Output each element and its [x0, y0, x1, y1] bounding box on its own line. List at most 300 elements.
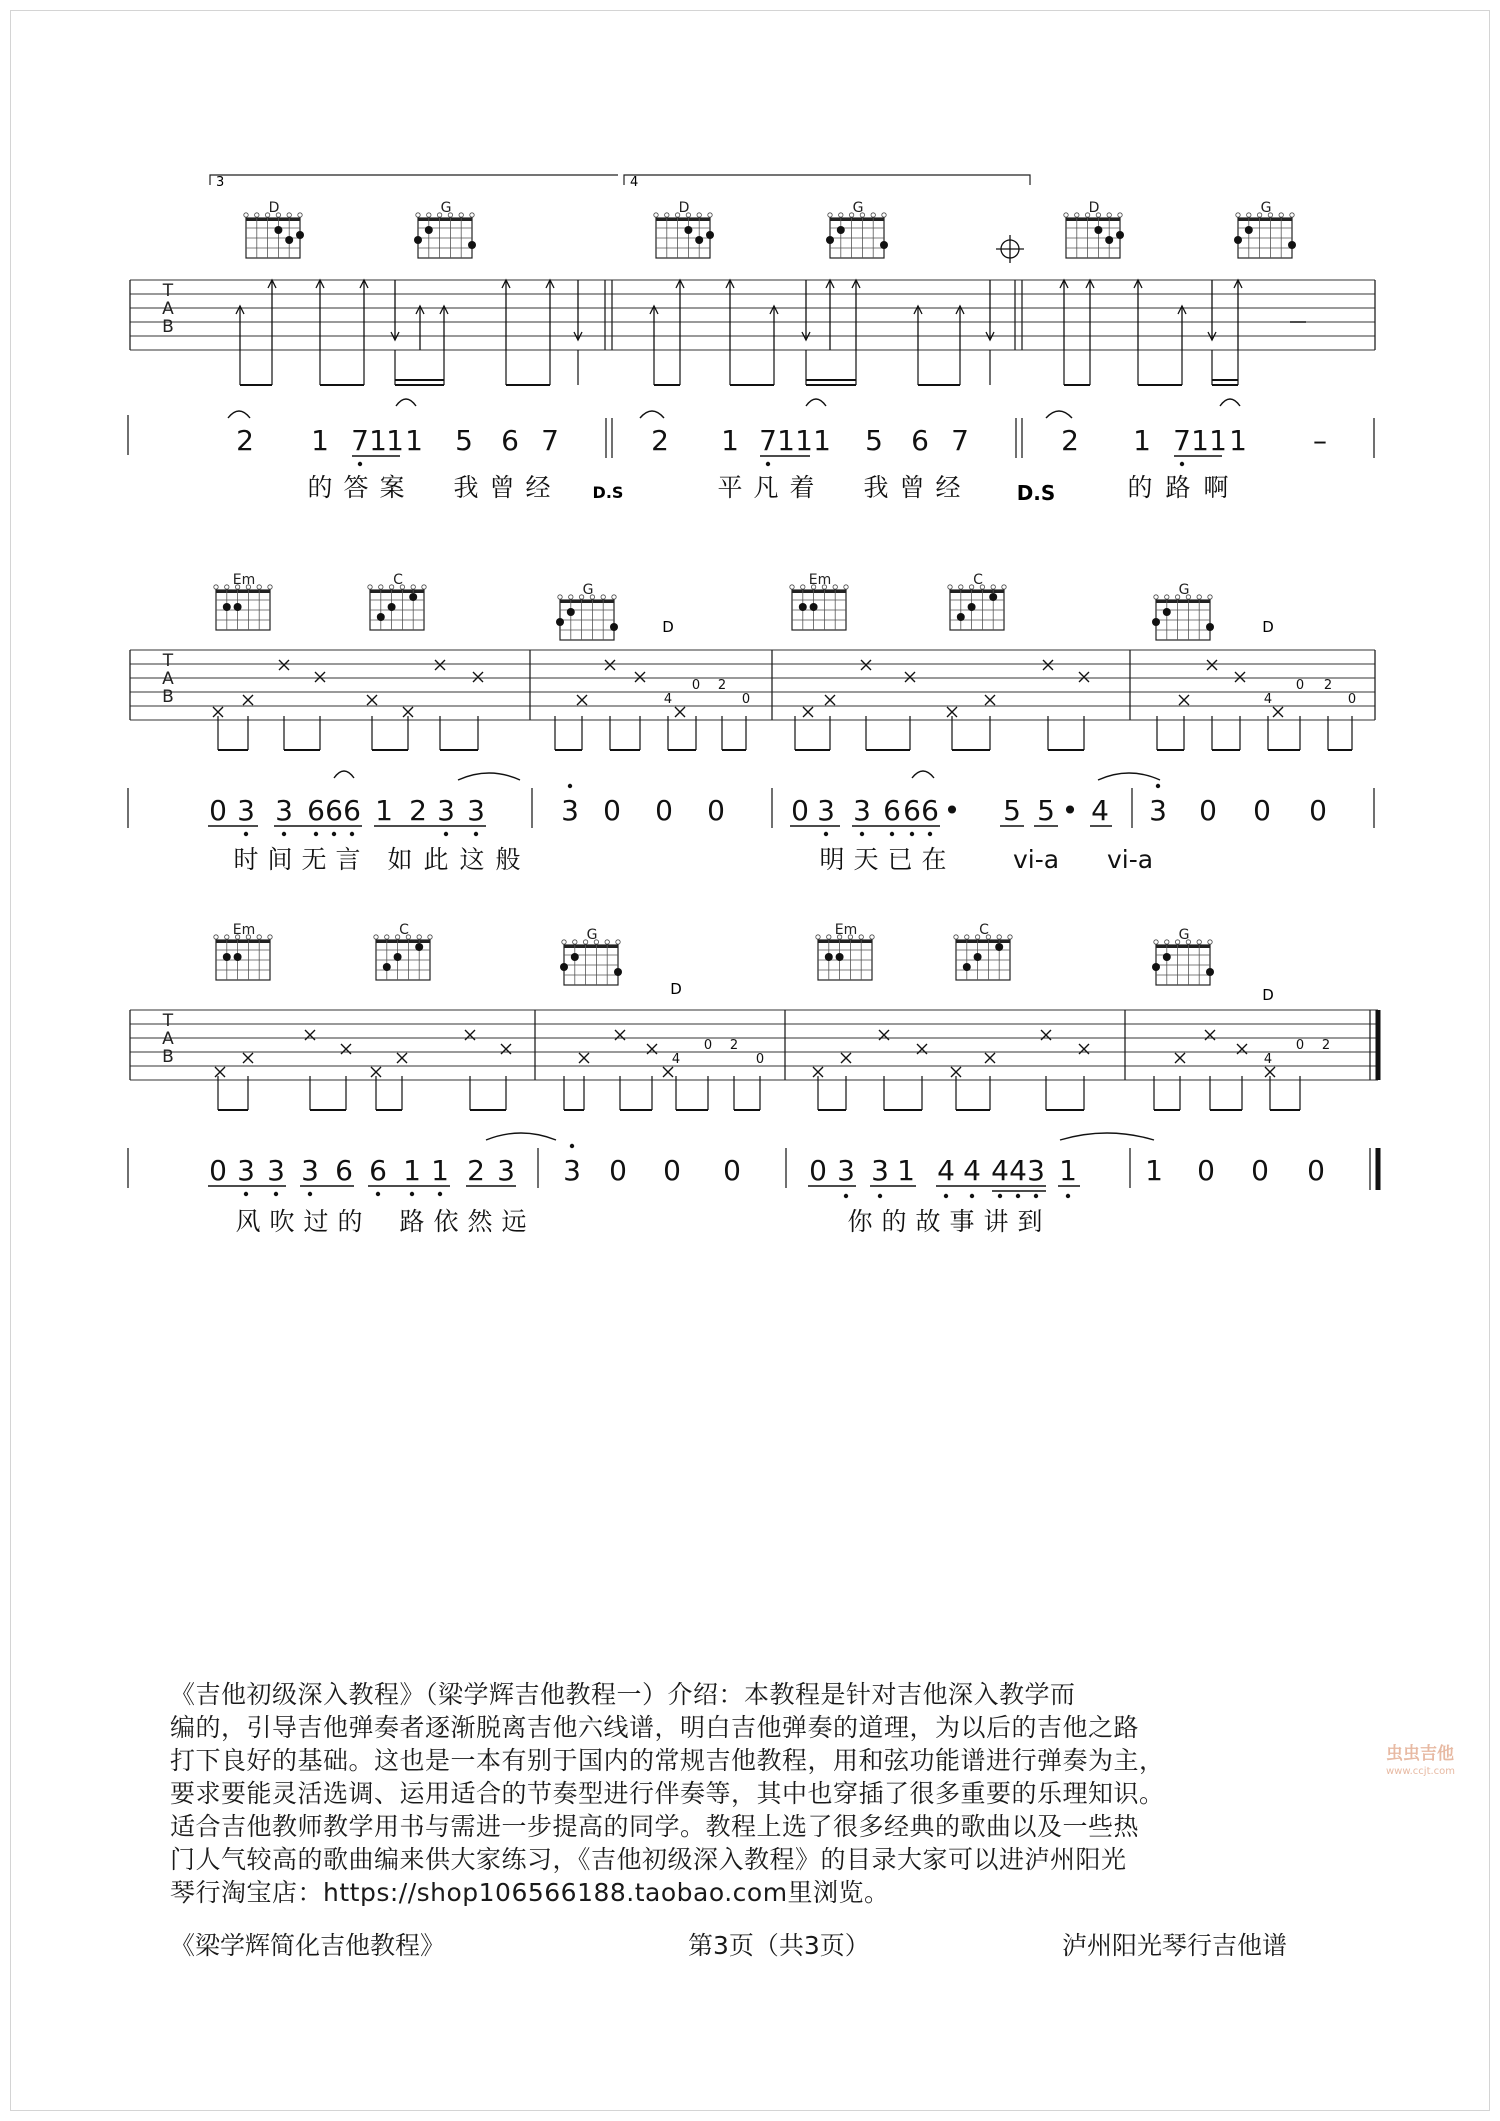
open-string-mark — [959, 585, 963, 589]
jianpu-note: 6 — [325, 794, 343, 827]
chord-dot — [409, 593, 417, 601]
jianpu-note: 5 — [1003, 794, 1021, 827]
open-string-mark — [374, 935, 378, 939]
strum-x-mark — [985, 695, 995, 705]
chord-dot — [556, 618, 564, 626]
strum-x-mark — [1079, 672, 1089, 682]
chord-dot — [377, 613, 385, 621]
jianpu-note: 1 — [375, 794, 393, 827]
jianpu-note: 1 — [777, 424, 795, 457]
jianpu-octave-dot — [308, 1192, 312, 1196]
open-string-mark — [379, 585, 383, 589]
jianpu-tie — [1060, 1133, 1154, 1140]
jianpu-note: 4 — [1091, 794, 1109, 827]
strum-x-mark — [951, 1067, 961, 1077]
jianpu-note: 7 — [351, 424, 369, 457]
jianpu-tie — [396, 399, 416, 406]
jianpu-octave-dot — [860, 832, 864, 836]
jianpu-note: 4 — [991, 1154, 1009, 1187]
jianpu-note: 0 — [1309, 794, 1327, 827]
chord-name: Em — [808, 572, 832, 588]
chord-dot — [296, 231, 304, 239]
chord-name: G — [1178, 582, 1190, 598]
jianpu-tie — [806, 399, 826, 406]
strum-x-mark — [803, 707, 813, 717]
tab-clef-letter: B — [162, 1047, 174, 1067]
jianpu-note: 2 — [236, 424, 254, 457]
jianpu-note: 1 — [1229, 424, 1247, 457]
lyric-syllable: 讲 — [983, 1207, 1009, 1236]
jianpu-octave-dot — [824, 832, 828, 836]
jianpu-octave-dot — [438, 1192, 442, 1196]
open-string-mark — [428, 935, 432, 939]
jianpu-octave-dot — [998, 1194, 1002, 1198]
jianpu-tie — [1046, 411, 1072, 418]
jianpu-note: 3 — [561, 794, 579, 827]
open-string-mark — [255, 213, 259, 217]
open-string-mark — [422, 585, 426, 589]
lyric-syllable: 依 — [433, 1207, 459, 1236]
lyric-syllable: 此 — [423, 845, 449, 874]
intro-line: 琴行淘宝店：https://shop106566188.taobao.com里浏览。 — [170, 1878, 890, 1907]
lyric-syllable: 到 — [1017, 1207, 1043, 1236]
lyric-syllable: 事 — [949, 1207, 975, 1236]
jianpu-octave-dot — [244, 1192, 248, 1196]
open-string-mark — [385, 935, 389, 939]
strum-x-mark — [473, 672, 483, 682]
lyric-syllable: vi-a — [1106, 845, 1154, 874]
chord-name: Em — [834, 922, 858, 938]
open-string-mark — [569, 595, 573, 599]
chord-name: G — [440, 200, 452, 216]
open-string-mark — [605, 940, 609, 944]
chord-dot — [567, 608, 575, 616]
jianpu-note: 3 — [1149, 794, 1167, 827]
tab-fret-number: 4 — [1263, 692, 1273, 707]
chord-dot — [1206, 968, 1214, 976]
strum-x-mark — [605, 660, 615, 670]
jianpu-note: 3 — [267, 1154, 285, 1187]
chord-dot — [810, 603, 818, 611]
jianpu-note: 6 — [903, 794, 921, 827]
open-string-mark — [1118, 213, 1122, 217]
lyric-syllable: 的 — [307, 473, 333, 502]
strum-x-mark — [825, 695, 835, 705]
open-string-mark — [859, 935, 863, 939]
jianpu-note: 2 — [1061, 424, 1079, 457]
chord-dot — [1163, 608, 1171, 616]
jianpu-octave-dot — [844, 1194, 848, 1198]
chord-dot — [957, 613, 965, 621]
open-string-mark — [1197, 595, 1201, 599]
chord-name: D — [1088, 200, 1100, 216]
open-string-mark — [1107, 213, 1111, 217]
jianpu-note: 3 — [837, 1154, 855, 1187]
chord-name: C — [979, 922, 989, 938]
chord-dot — [610, 623, 618, 631]
lyric-syllable: 吹 — [269, 1207, 295, 1236]
strum-x-mark — [1235, 672, 1245, 682]
jianpu-note: 3 — [437, 794, 455, 827]
jianpu-tie — [640, 411, 664, 418]
jianpu-note: 6 — [369, 1154, 387, 1187]
jianpu-note: 1 — [369, 424, 387, 457]
strum-x-mark — [813, 1067, 823, 1077]
open-string-mark — [1290, 213, 1294, 217]
jianpu-note: 6 — [883, 794, 901, 827]
lyric-syllable: 然 — [467, 1207, 493, 1236]
open-string-mark — [697, 213, 701, 217]
lyric-syllable: vi-a — [1012, 845, 1060, 874]
tutorial-introduction — [170, 1678, 1370, 1909]
jianpu-note: 3 — [275, 794, 293, 827]
chord-name: C — [393, 572, 403, 588]
lyric-syllable: 曾 — [489, 473, 515, 502]
jianpu-note: • — [1061, 794, 1079, 827]
chord-dot — [425, 226, 433, 234]
jianpu-note: 0 — [707, 794, 725, 827]
chord-dot — [394, 953, 402, 961]
tab-fret-number: 0 — [1295, 678, 1305, 693]
chord-dot — [989, 593, 997, 601]
chord-name: G — [582, 582, 594, 598]
open-string-mark — [416, 213, 420, 217]
jianpu-octave-dot — [274, 1192, 278, 1196]
chord-name: D — [678, 200, 690, 216]
jianpu-tie — [912, 771, 934, 778]
jianpu-note: 6 — [911, 424, 929, 457]
footer-page-number: 第3页（共3页） — [688, 1931, 870, 1960]
strum-x-mark — [1207, 660, 1217, 670]
chord-name: D — [662, 618, 674, 636]
strum-x-mark — [577, 695, 587, 705]
strum-x-mark — [841, 1053, 851, 1063]
jianpu-note: 6 — [501, 424, 519, 457]
tab-clef-letter: A — [162, 299, 174, 319]
jianpu-octave-dot — [314, 832, 318, 836]
jianpu-octave-dot — [928, 832, 932, 836]
open-string-mark — [368, 585, 372, 589]
footer-publisher: 泸州阳光琴行吉他谱 — [1062, 1931, 1288, 1960]
jianpu-note: 1 — [1209, 424, 1227, 457]
lyric-syllable: 间 — [267, 845, 293, 874]
tab-fret-number: 0 — [1295, 1038, 1305, 1053]
open-string-mark — [1247, 213, 1251, 217]
chord-dot — [837, 226, 845, 234]
jianpu-octave-dot — [910, 832, 914, 836]
lyric-syllable: 般 — [495, 845, 521, 874]
chord-dot — [880, 241, 888, 249]
lyric-syllable: 故 — [915, 1207, 941, 1236]
watermark-url: www.ccjt.com — [1386, 1766, 1456, 1777]
open-string-mark — [287, 213, 291, 217]
chord-dot — [825, 953, 833, 961]
chord-dot — [963, 963, 971, 971]
lyric-syllable: 平 — [717, 473, 743, 502]
open-string-mark — [827, 935, 831, 939]
jianpu-note: 1 — [405, 424, 423, 457]
chord-dot — [414, 236, 422, 244]
chord-name: G — [1260, 200, 1272, 216]
jianpu-note: 2 — [651, 424, 669, 457]
tab-clef-letter: T — [162, 1011, 174, 1031]
jianpu-note: 2 — [409, 794, 427, 827]
tab-fret-number: 0 — [1347, 692, 1357, 707]
jianpu-tie — [334, 771, 354, 778]
intro-line: 门人气较高的歌曲编来供大家练习，《吉他初级深入教程》的目录大家可以进泸州阳光 — [170, 1845, 1127, 1874]
tab-fret-number: 2 — [717, 678, 727, 693]
open-string-mark — [790, 585, 794, 589]
open-string-mark — [601, 595, 605, 599]
chord-dot — [614, 968, 622, 976]
open-string-mark — [573, 940, 577, 944]
strum-x-mark — [435, 660, 445, 670]
chord-dot — [388, 603, 396, 611]
jianpu-octave-dot — [244, 832, 248, 836]
jianpu-note: 7 — [1173, 424, 1191, 457]
chord-dot — [968, 603, 976, 611]
jianpu-octave-dot — [1156, 784, 1160, 788]
tab-fret-number: 4 — [663, 692, 673, 707]
watermark-logo — [1386, 1745, 1455, 1781]
chord-name: D — [268, 200, 280, 216]
chord-dot — [1105, 236, 1113, 244]
chord-dot — [383, 963, 391, 971]
open-string-mark — [882, 213, 886, 217]
chord-name: C — [973, 572, 983, 588]
lyric-syllable: 的 — [881, 1207, 907, 1236]
jianpu-octave-dot — [1034, 1194, 1038, 1198]
tab-fret-number: 0 — [741, 692, 751, 707]
jianpu-note: 6 — [343, 794, 361, 827]
jianpu-octave-dot — [570, 1144, 574, 1148]
open-string-mark — [1165, 595, 1169, 599]
open-string-mark — [997, 935, 1001, 939]
lyric-syllable: 已 — [887, 845, 913, 874]
jianpu-note: 1 — [431, 1154, 449, 1187]
chord-dot — [571, 953, 579, 961]
jianpu-note: 6 — [921, 794, 939, 827]
jianpu-octave-dot — [1066, 1194, 1070, 1198]
tab-fret-number: 4 — [1263, 1052, 1273, 1067]
open-string-mark — [298, 213, 302, 217]
jianpu-note: 3 — [563, 1154, 581, 1187]
intro-line: 要求要能灵活选调、运用适合的节奏型进行伴奏等，其中也穿插了很多重要的乐理知识。 — [170, 1779, 1165, 1808]
lyric-syllable: 如 — [387, 845, 413, 874]
lyric-syllable: 在 — [921, 845, 947, 874]
open-string-mark — [1075, 213, 1079, 217]
chord-dot — [234, 603, 242, 611]
open-string-mark — [870, 935, 874, 939]
jianpu-note: 3 — [817, 794, 835, 827]
strum-x-mark — [1265, 1067, 1275, 1077]
strum-x-mark — [905, 672, 915, 682]
open-string-mark — [257, 585, 261, 589]
jianpu-note: 0 — [209, 1154, 227, 1187]
jianpu-octave-dot — [474, 832, 478, 836]
lyric-syllable: 过 — [303, 1207, 329, 1236]
jianpu-tie — [228, 411, 250, 418]
tab-fret-number: 2 — [729, 1038, 739, 1053]
chord-dot — [684, 226, 692, 234]
watermark-text: 虫虫吉他 — [1386, 1744, 1454, 1764]
lyric-syllable: 的 — [337, 1207, 363, 1236]
jianpu-note: • — [943, 794, 961, 827]
strum-x-mark — [279, 660, 289, 670]
chord-dot — [468, 241, 476, 249]
chord-name: D — [1262, 986, 1274, 1004]
chord-dot — [560, 963, 568, 971]
tab-clef-letter: B — [162, 317, 174, 337]
chord-dot — [1152, 963, 1160, 971]
jianpu-note: 6 — [335, 1154, 353, 1187]
strum-x-mark — [663, 1067, 673, 1077]
lyric-syllable: 无 — [301, 845, 327, 874]
jianpu-octave-dot — [1180, 462, 1184, 466]
strum-x-mark — [675, 707, 685, 717]
open-string-mark — [616, 940, 620, 944]
coda-symbol-cross — [996, 235, 1024, 263]
volta-number: 3 — [216, 175, 225, 190]
jianpu-note: 0 — [1307, 1154, 1325, 1187]
tab-clef-letter: T — [162, 281, 174, 301]
lyric-syllable: 经 — [935, 473, 961, 502]
chord-dot — [234, 953, 242, 961]
open-string-mark — [257, 935, 261, 939]
strum-x-mark — [403, 707, 413, 717]
jianpu-note: 3 — [237, 794, 255, 827]
open-string-mark — [871, 213, 875, 217]
chord-dot — [285, 236, 293, 244]
open-string-mark — [1236, 213, 1240, 217]
jianpu-note: 5 — [455, 424, 473, 457]
jianpu-note: 4 — [937, 1154, 955, 1187]
jianpu-octave-dot — [358, 462, 362, 466]
jianpu-note: 0 — [809, 1154, 827, 1187]
lyric-syllable: 时 — [233, 845, 259, 874]
jianpu-note: 1 — [1191, 424, 1209, 457]
jianpu-note: 0 — [1251, 1154, 1269, 1187]
jianpu-note: 0 — [663, 1154, 681, 1187]
jianpu-octave-dot — [350, 832, 354, 836]
strum-x-mark — [243, 695, 253, 705]
jianpu-octave-dot — [944, 1194, 948, 1198]
jianpu-octave-dot — [878, 1194, 882, 1198]
open-string-mark — [1279, 213, 1283, 217]
volta-bracket-4 — [624, 175, 1030, 185]
jianpu-octave-dot — [410, 1192, 414, 1196]
strum-x-mark — [213, 707, 223, 717]
jianpu-note: 5 — [1037, 794, 1055, 827]
lyric-syllable: 言 — [335, 845, 361, 874]
jianpu-note: 3 — [467, 794, 485, 827]
jianpu-note: 0 — [609, 1154, 627, 1187]
chord-dot — [799, 603, 807, 611]
jianpu-note: 1 — [813, 424, 831, 457]
chord-dot — [826, 236, 834, 244]
jianpu-note: 1 — [1059, 1154, 1077, 1187]
chord-name: G — [852, 200, 864, 216]
jianpu-octave-dot — [1016, 1194, 1020, 1198]
jianpu-note: 4 — [1009, 1154, 1027, 1187]
jianpu-note: 3 — [301, 1154, 319, 1187]
jianpu-note: 6 — [307, 794, 325, 827]
jianpu-note: 0 — [791, 794, 809, 827]
lyric-syllable: 这 — [459, 845, 485, 874]
jianpu-note: 0 — [655, 794, 673, 827]
chord-dot — [995, 943, 1003, 951]
tab-fret-number: 0 — [755, 1052, 765, 1067]
jianpu-note: 1 — [403, 1154, 421, 1187]
lyric-syllable: 天 — [853, 845, 879, 874]
jianpu-tie — [458, 773, 520, 780]
jianpu-note: 0 — [723, 1154, 741, 1187]
tab-fret-number: 0 — [703, 1038, 713, 1053]
chord-name: Em — [232, 572, 256, 588]
lyric-syllable: 远 — [501, 1207, 527, 1236]
lyric-syllable: 案 — [379, 473, 405, 502]
lyric-syllable: 风 — [235, 1207, 261, 1236]
jianpu-note: 0 — [1197, 1154, 1215, 1187]
lyric-syllable: 你 — [847, 1207, 873, 1236]
open-string-mark — [558, 595, 562, 599]
chord-dot — [223, 953, 231, 961]
chord-dot — [415, 943, 423, 951]
chord-dot — [223, 603, 231, 611]
open-string-mark — [417, 935, 421, 939]
strum-x-mark — [1179, 695, 1189, 705]
tab-fret-number: 2 — [1321, 1038, 1331, 1053]
open-string-mark — [665, 213, 669, 217]
chord-dot — [1288, 241, 1296, 249]
jianpu-note: 2 — [467, 1154, 485, 1187]
jianpu-note: 0 — [603, 794, 621, 827]
lyric-syllable: 经 — [525, 473, 551, 502]
jianpu-note: – — [1313, 424, 1327, 457]
jianpu-note: 1 — [795, 424, 813, 457]
intro-line: 编的，引导吉他弹奏者逐渐脱离吉他六线谱，明白吉他弹奏的道理，为以后的吉他之路 — [170, 1713, 1140, 1742]
strum-x-mark — [861, 660, 871, 670]
open-string-mark — [1154, 940, 1158, 944]
jianpu-note: 1 — [897, 1154, 915, 1187]
jianpu-note: 3 — [871, 1154, 889, 1187]
intro-line: 适合吉他教师教学用书与需进一步提高的同学。教程上选了很多经典的歌曲以及一些热 — [170, 1812, 1140, 1841]
jianpu-octave-dot — [376, 1192, 380, 1196]
jianpu-octave-dot — [332, 832, 336, 836]
jianpu-note: 3 — [1027, 1154, 1045, 1187]
strum-x-mark — [1043, 660, 1053, 670]
open-string-mark — [991, 585, 995, 589]
lyric-syllable: 着 — [789, 473, 815, 502]
strum-x-mark — [243, 1053, 253, 1063]
strum-x-mark — [315, 672, 325, 682]
jianpu-tie — [1220, 399, 1240, 406]
strum-x-mark — [985, 1053, 995, 1063]
volta-number: 4 — [630, 175, 639, 190]
chord-name: G — [1178, 927, 1190, 943]
open-string-mark — [1064, 213, 1068, 217]
open-string-mark — [965, 935, 969, 939]
open-string-mark — [225, 935, 229, 939]
open-string-mark — [948, 585, 952, 589]
jianpu-octave-dot — [282, 832, 286, 836]
strum-x-mark — [635, 672, 645, 682]
chord-dot — [1163, 953, 1171, 961]
strum-x-mark — [947, 707, 957, 717]
chord-dot — [1152, 618, 1160, 626]
lyric-syllable: 我 — [863, 473, 889, 502]
jianpu-tie — [486, 1133, 556, 1140]
